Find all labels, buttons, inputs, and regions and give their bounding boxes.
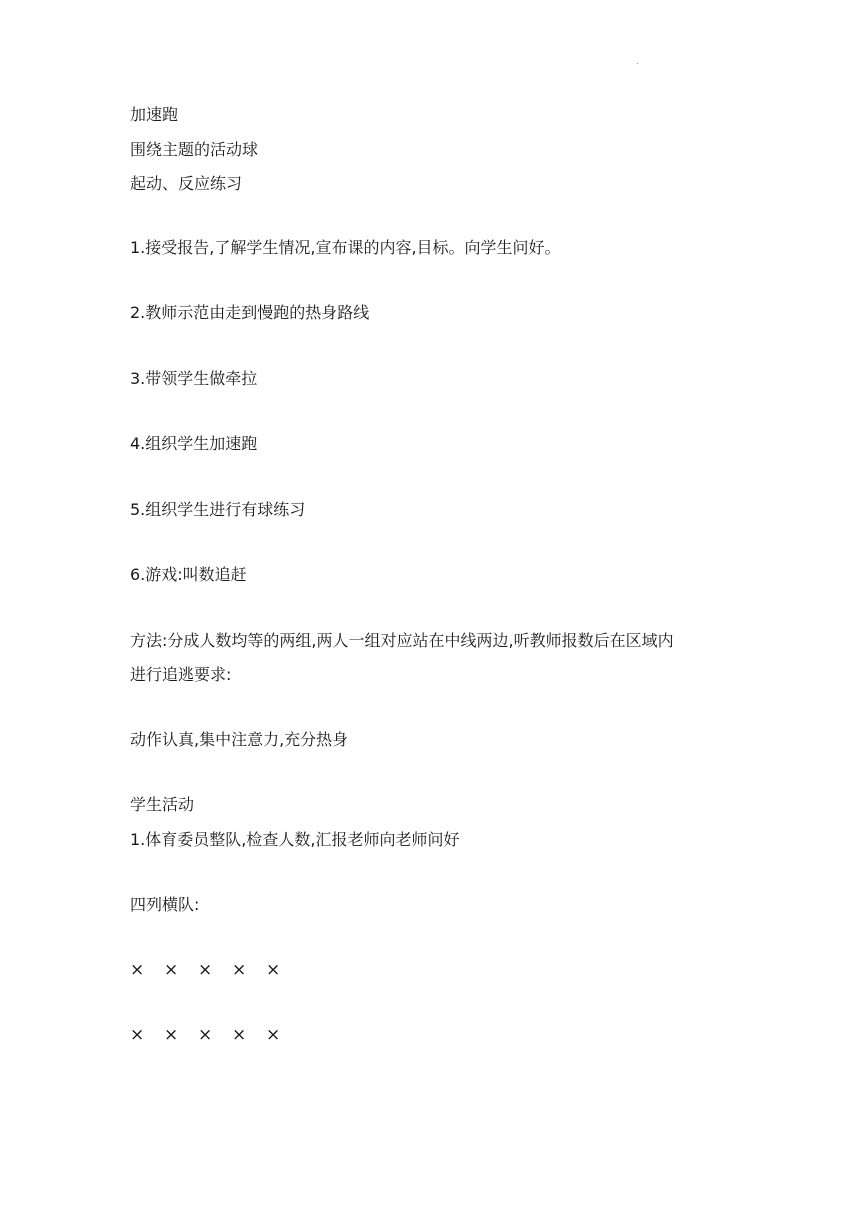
line-theme-ball-activity: 围绕主题的活动球 bbox=[130, 140, 259, 159]
method-line-1: 方法:分成人数均等的两组,两人一组对应站在中线两边,听教师报数后在区域内 bbox=[130, 631, 674, 650]
item-6: 6.游戏:叫数追赶 bbox=[130, 565, 247, 584]
student-activity-heading: 学生活动 bbox=[130, 795, 195, 814]
formation-row-2 bbox=[130, 1024, 300, 1046]
formation-mark: × bbox=[164, 960, 179, 980]
formation-label: 四列横队: bbox=[130, 895, 200, 914]
formation-mark: × bbox=[198, 1025, 213, 1045]
formation-mark: × bbox=[266, 1025, 281, 1045]
item-3: 3.带领学生做牵拉 bbox=[130, 369, 258, 388]
formation-mark: × bbox=[130, 960, 145, 980]
requirement-text: 动作认真,集中注意力,充分热身 bbox=[130, 730, 349, 749]
formation-row-1 bbox=[130, 959, 300, 981]
formation-mark: × bbox=[266, 960, 281, 980]
item-5: 5.组织学生进行有球练习 bbox=[130, 500, 306, 519]
line-start-reaction-practice: 起动、反应练习 bbox=[130, 174, 243, 193]
item-1: 1.接受报告,了解学生情况,宣布课的内容,目标。向学生问好。 bbox=[130, 238, 561, 257]
formation-mark: × bbox=[164, 1025, 179, 1045]
method-line-2: 进行追逃要求: bbox=[130, 665, 232, 684]
formation-mark: × bbox=[232, 960, 247, 980]
line-accelerated-run: 加速跑 bbox=[130, 105, 179, 124]
formation-mark: × bbox=[198, 960, 213, 980]
header-dot: . bbox=[636, 57, 639, 66]
item-4: 4.组织学生加速跑 bbox=[130, 434, 258, 453]
formation-mark: × bbox=[232, 1025, 247, 1045]
item-2: 2.教师示范由走到慢跑的热身路线 bbox=[130, 303, 370, 322]
student-item-1: 1.体育委员整队,检查人数,汇报老师向老师问好 bbox=[130, 830, 460, 849]
formation-mark: × bbox=[130, 1025, 145, 1045]
